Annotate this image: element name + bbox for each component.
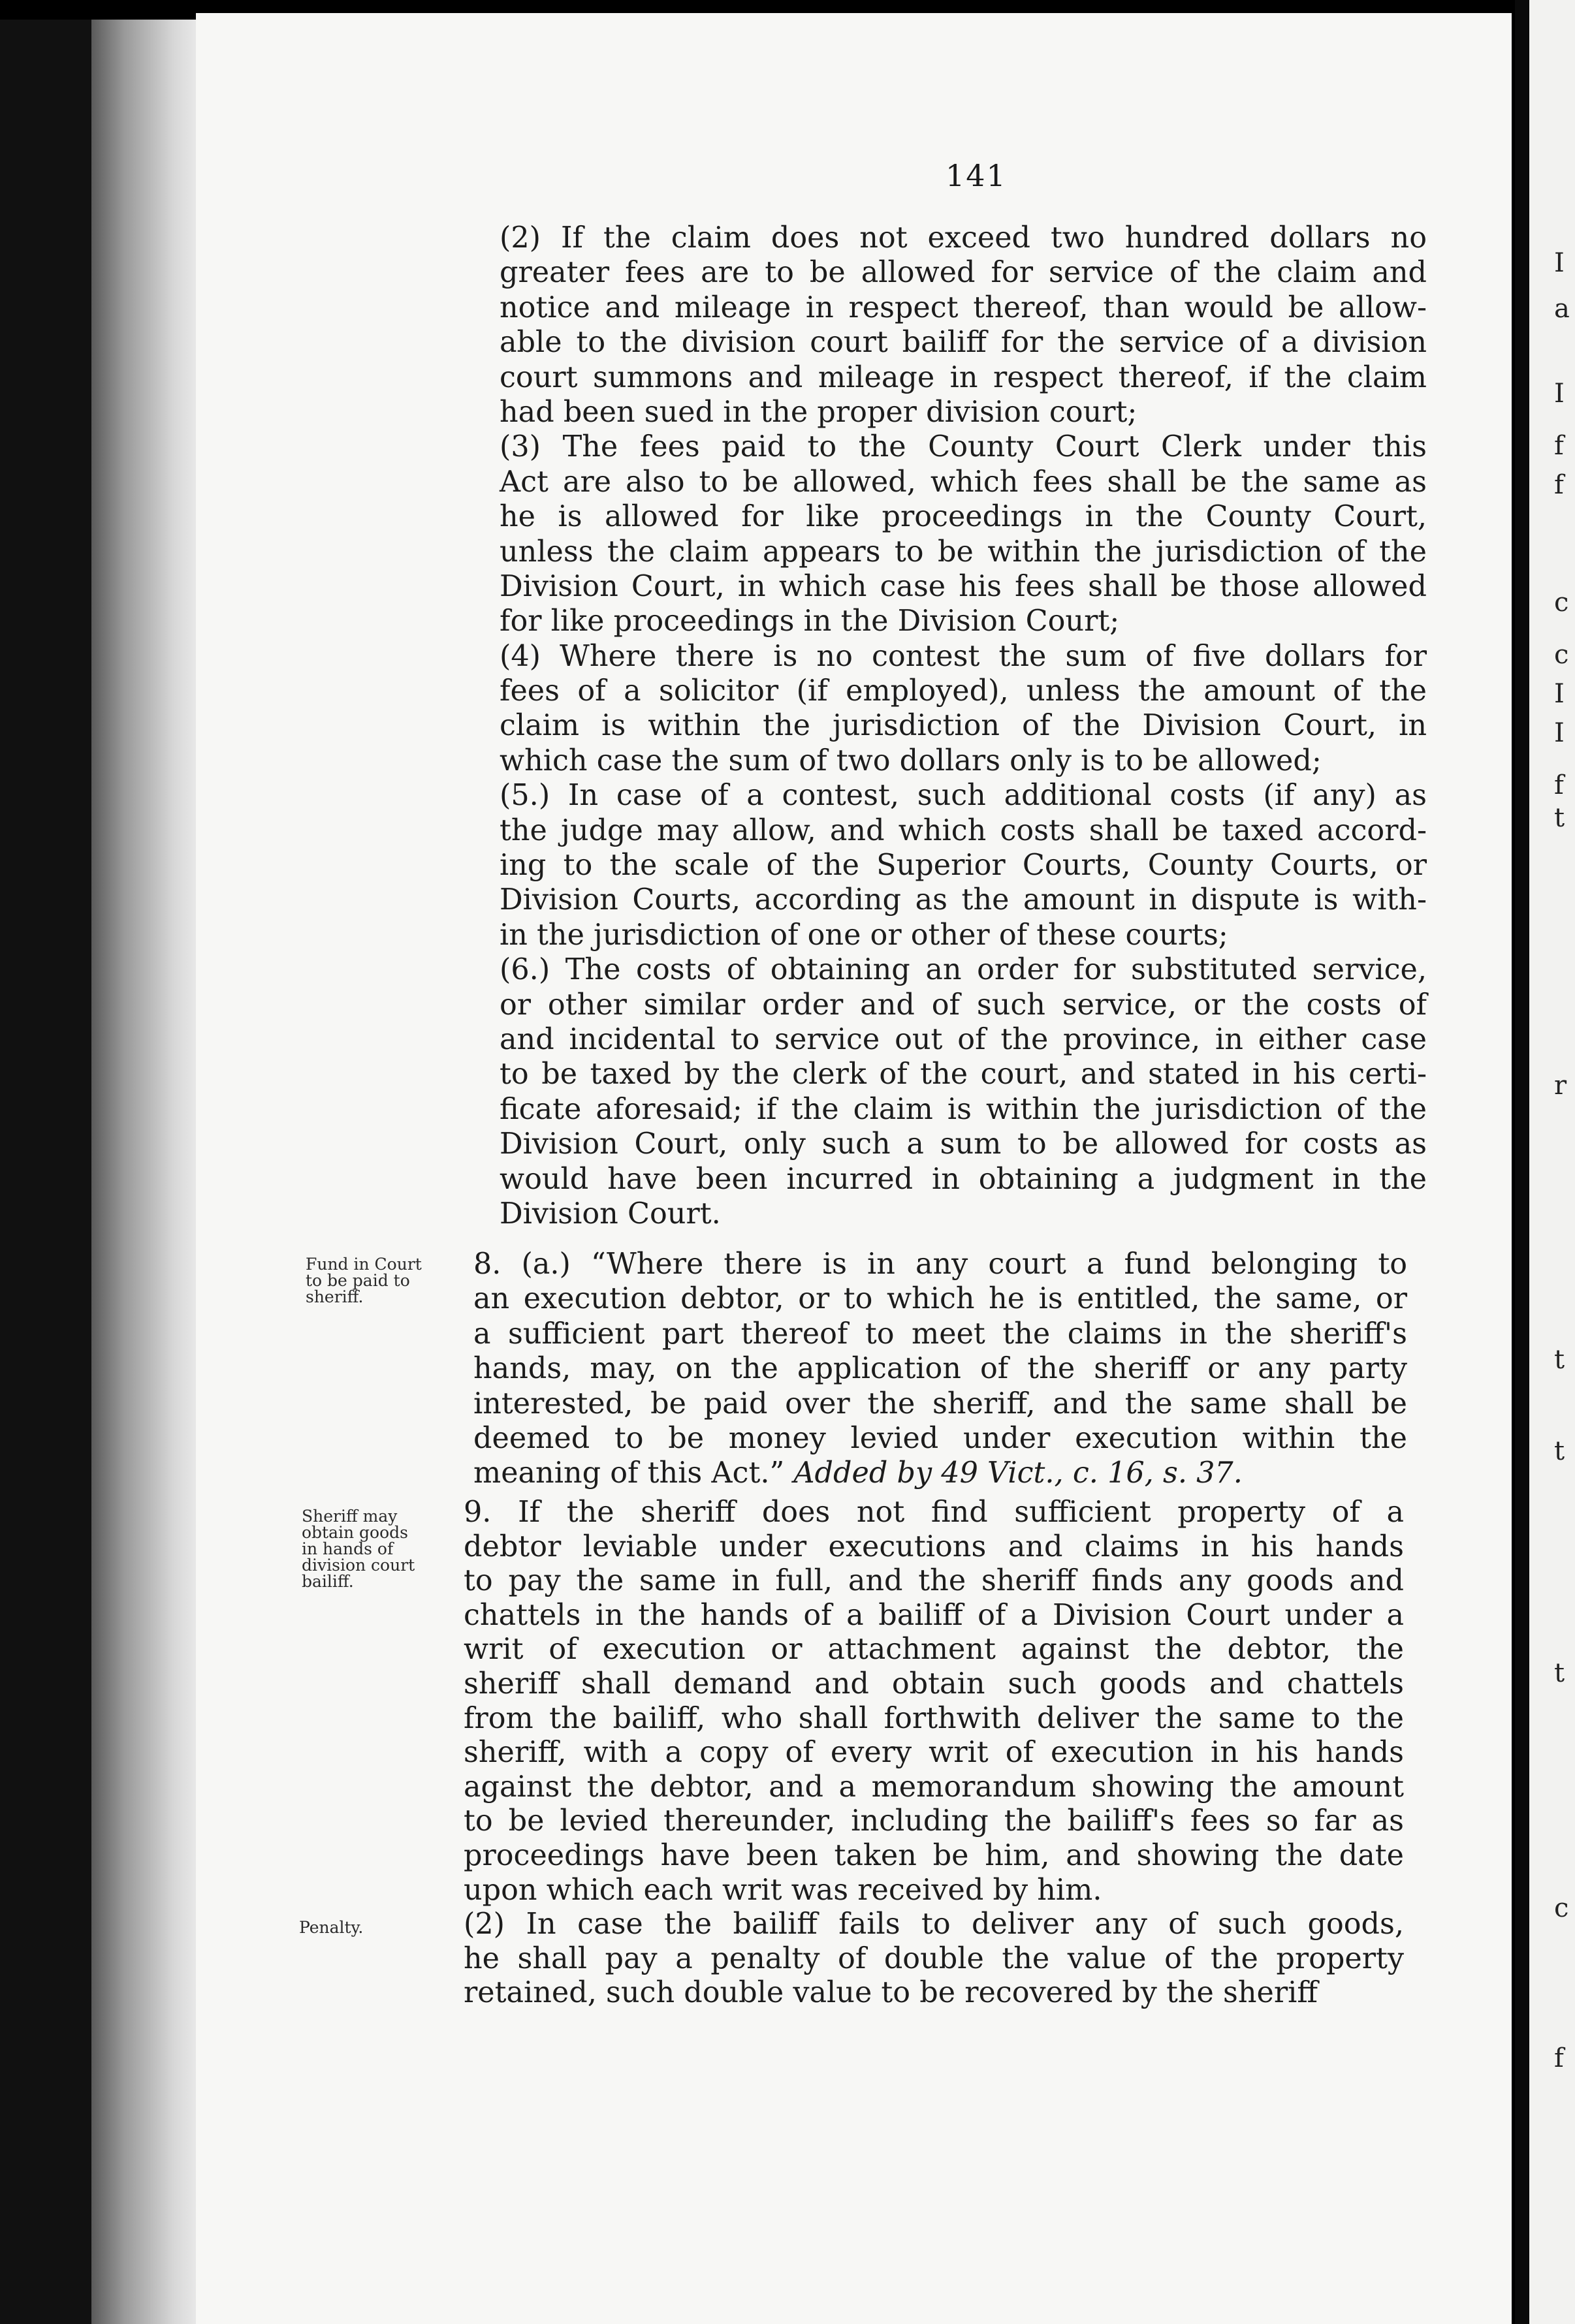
marginal-note-line: Fund in Court (306, 1255, 422, 1274)
book-binding (91, 0, 202, 2324)
text-line: proceedings have been taken be him, and showing the date (464, 1838, 1404, 1872)
marginal-note-line: Sheriff may (302, 1507, 398, 1526)
text-line: 9. If the sheriff does not find sufficient property of a (464, 1496, 1404, 1529)
marginal-note-line: to be paid to (306, 1271, 410, 1290)
text-line: he is allowed for like proceedings in the County Court, (500, 500, 1427, 534)
marginal-note-sheriff-may-obtain-goods (302, 1508, 415, 1590)
text-line: sheriff shall demand and obtain such goods and chattels (464, 1667, 1404, 1701)
text-line: to be taxed by the clerk of the court, and stated in his certi- (500, 1058, 1427, 1091)
text-line: debtor leviable under executions and claims in his hands (464, 1530, 1404, 1563)
statute-reference: Added by 49 Vict., c. 16, s. 37. (793, 1456, 1243, 1490)
facing-page-letter: f (1554, 470, 1564, 500)
text-line: or other similar order and of such service, or the costs of (500, 988, 1427, 1022)
marginal-note-line: obtain goods (302, 1523, 408, 1542)
marginal-note-line: Penalty. (299, 1918, 364, 1937)
text-block-section-8 (473, 1247, 1407, 1491)
marginal-note-line: sheriff. (306, 1287, 364, 1306)
text-line: (4) Where there is no contest the sum of five dollars for (500, 639, 1427, 673)
text-line: Division Court. (500, 1197, 721, 1231)
facing-page-letter: I (1554, 379, 1565, 409)
text-line: Division Court, in which case his fees shall be those allowed (500, 569, 1427, 603)
facing-page-edge (1529, 0, 1575, 2324)
marginal-note-penalty (299, 1919, 363, 1936)
text-line: (2) If the claim does not exceed two hundred dollars no (500, 221, 1427, 255)
text-line: to be levied thereunder, including the bailiff's fees so far as (464, 1804, 1404, 1838)
text-block-section-9 (464, 1495, 1404, 2010)
text-line: a sufficient part thereof to meet the claims in the sheriff's (473, 1317, 1407, 1351)
text-line: (2) In case the bailiff fails to deliver any of such goods, (464, 1908, 1404, 1941)
text-line: from the bailiff, who shall forthwith deliver the same to the (464, 1701, 1404, 1735)
text-line: against the debtor, and a memorandum showing the amount (464, 1770, 1404, 1804)
text-line: the judge may allow, and which costs shall be taxed accord- (500, 813, 1427, 847)
text-line: an execution debtor, or to which he is entitled, the same, or (473, 1282, 1407, 1316)
text-line: hands, may, on the application of the sheriff or any party (473, 1352, 1407, 1386)
facing-page-letter: r (1554, 1071, 1567, 1101)
facing-page-letter: c (1554, 640, 1569, 670)
marginal-note-line: division court (302, 1556, 415, 1575)
facing-page-letter: f (1554, 431, 1564, 461)
text-line: upon which each writ was received by him. (464, 1873, 1102, 1907)
text-line: interested, be paid over the sheriff, and the same shall be (473, 1387, 1407, 1421)
text-line: (3) The fees paid to the County Court Clerk under this (500, 430, 1427, 464)
marginal-note-line: bailiff. (302, 1572, 354, 1591)
text-line: court summons and mileage in respect thereof, if the claim (500, 360, 1427, 394)
facing-page-letter: I (1554, 679, 1565, 709)
facing-page-letter: I (1554, 248, 1565, 278)
text-line: for like proceedings in the Division Court; (500, 605, 1120, 638)
facing-page-letter: I (1554, 718, 1565, 748)
text-line: unless the claim appears to be within the jurisdiction of the (500, 535, 1427, 569)
text-line: would have been incurred in obtaining a judgment in the (500, 1162, 1427, 1196)
facing-page-letter: t (1554, 1345, 1565, 1375)
text-line: which case the sum of two dollars only is to be allowed; (500, 744, 1322, 777)
facing-page-letter: t (1554, 803, 1565, 833)
text-line: notice and mileage in respect thereof, than would be allow- (500, 290, 1427, 324)
scanner-border-left (0, 0, 104, 2324)
facing-page-letter: c (1554, 588, 1569, 618)
facing-page-letter: a (1554, 294, 1570, 324)
text-line: writ of execution or attachment against the debtor, the (464, 1633, 1404, 1667)
text-line: Act are also to be allowed, which fees shall be the same as (500, 465, 1427, 499)
page-number: 141 (946, 158, 1007, 193)
text-line: fees of a solicitor (if employed), unless the amount of the (500, 674, 1427, 708)
text-block-subsections (500, 221, 1427, 1231)
text-line: Division Court, only such a sum to be allowed for costs as (500, 1127, 1427, 1161)
facing-page-letter: t (1554, 1436, 1565, 1466)
facing-page-letter: f (1554, 2043, 1564, 2073)
marginal-note-line: in hands of (302, 1539, 394, 1558)
text-line: chattels in the hands of a bailiff of a Division Court under a (464, 1598, 1404, 1632)
text-line: (6.) The costs of obtaining an order for substituted service, (500, 953, 1427, 987)
text-line: he shall pay a penalty of double the value of the property (464, 1941, 1404, 1975)
text-line: ficate aforesaid; if the claim is within the jurisdiction of the (500, 1092, 1427, 1126)
text-line: 8. (a.) “Where there is in any court a fund belonging to (473, 1248, 1407, 1281)
text-line: meaning of this Act.” Added by 49 Vict., c. 16, s. 37. (473, 1456, 1243, 1490)
text-line: deemed to be money levied under execution within the (473, 1421, 1407, 1455)
marginal-note-fund-in-court (306, 1256, 422, 1305)
facing-page-letter: c (1554, 1893, 1569, 1923)
text-line: able to the division court bailiff for the service of a division (500, 326, 1427, 360)
text-line: in the jurisdiction of one or other of these courts; (500, 918, 1228, 952)
page-gutter (1515, 0, 1529, 2324)
text-line: to pay the same in full, and the sheriff finds any goods and (464, 1564, 1404, 1598)
text-line: claim is within the jurisdiction of the Division Court, in (500, 709, 1427, 743)
text-line: greater fees are to be allowed for service of the claim and (500, 256, 1427, 290)
text-line: had been sued in the proper division court; (500, 395, 1138, 429)
text-line: (5.) In case of a contest, such additional costs (if any) as (500, 779, 1427, 813)
text-line: ing to the scale of the Superior Courts, County Courts, or (500, 849, 1427, 883)
text-line: retained, such double value to be recovered by the sheriff (464, 1976, 1318, 2010)
facing-page-letter: t (1554, 1658, 1565, 1688)
text-line: Division Courts, according as the amount in dispute is with- (500, 883, 1427, 917)
facing-page-letter: f (1554, 770, 1564, 800)
text-line: and incidental to service out of the province, in either case (500, 1022, 1427, 1056)
text-line: sheriff, with a copy of every writ of execution in his hands (464, 1736, 1404, 1770)
